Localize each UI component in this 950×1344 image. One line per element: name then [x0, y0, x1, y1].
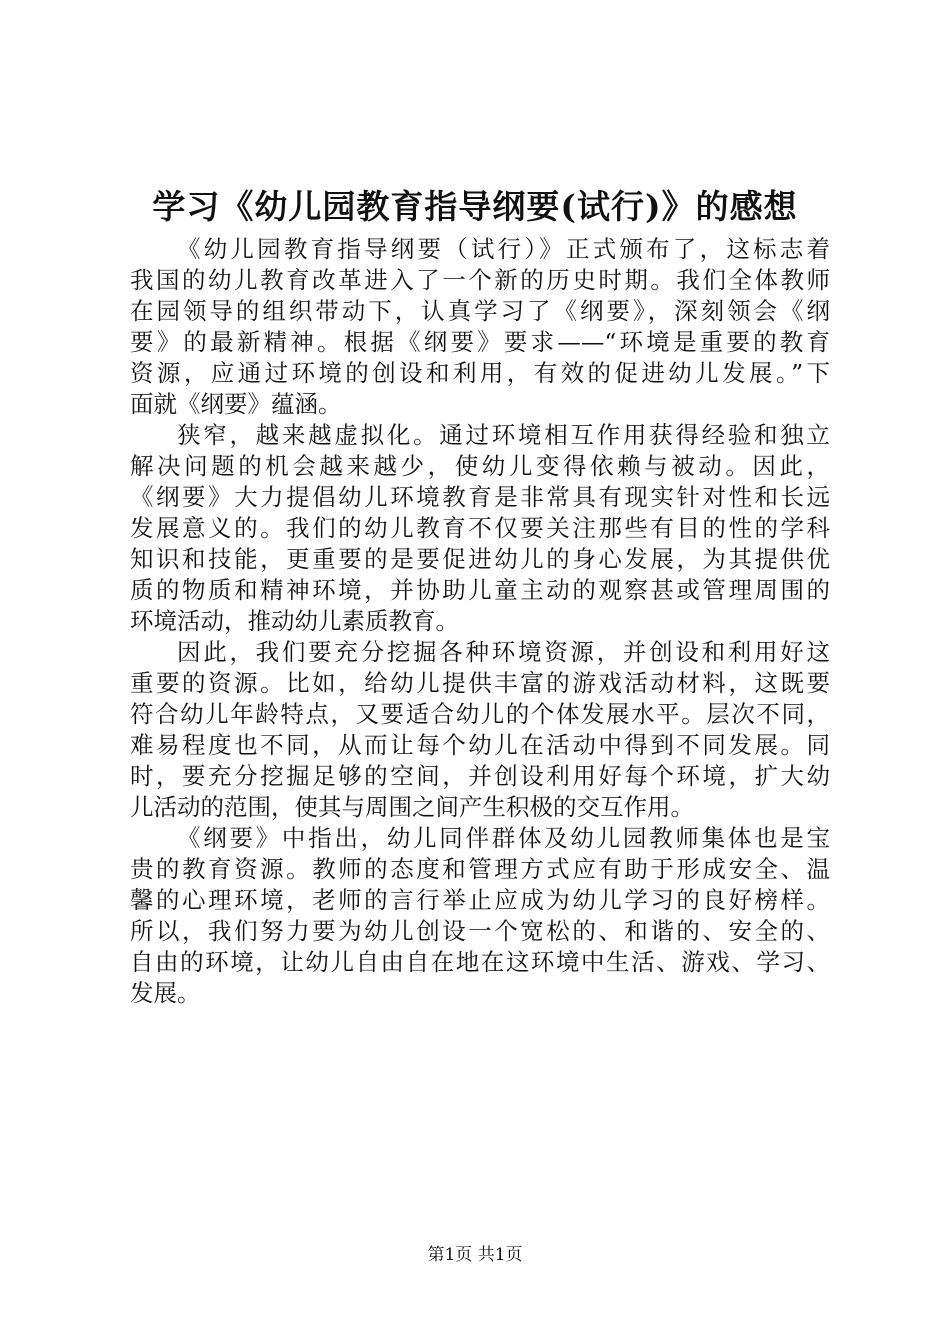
- text-line: 面就《纲要》蕴涵。: [130, 390, 342, 418]
- text-line: 贵的教育资源。教师的态度和管理方式应有助于形成安全、温: [130, 855, 830, 883]
- text-line: 自由的环境，让幼儿自由自在地在这环境中生活、游戏、学习、: [130, 948, 830, 976]
- page-number-footer: 第1页 共1页: [427, 1245, 523, 1265]
- text-line: 所以，我们努力要为幼儿创设一个宽松的、和谐的、安全的、: [130, 917, 830, 945]
- text-line: 《纲要》大力提倡幼儿环境教育是非常具有现实针对性和长远: [130, 483, 830, 511]
- text-line: 符合幼儿年龄特点，又要适合幼儿的个体发展水平。层次不同，: [130, 700, 830, 728]
- text-line: 重要的资源。比如，给幼儿提供丰富的游戏活动材料，这既要: [130, 669, 830, 697]
- text-line: 要》的最新精神。根据《纲要》要求——“环境是重要的教育: [130, 328, 830, 356]
- text-line: 《幼儿园教育指导纲要（试行）》正式颁布了，这标志着: [177, 235, 830, 263]
- text-line: 馨的心理环境，老师的言行举止应成为幼儿学习的良好榜样。: [130, 886, 830, 914]
- text-line: 在园领导的组织带动下，认真学习了《纲要》，深刻领会《纲: [130, 297, 830, 325]
- text-line: 时，要充分挖掘足够的空间，并创设利用好每个环境，扩大幼: [130, 762, 830, 790]
- text-line: 发展。: [130, 979, 201, 1007]
- document-body: [130, 234, 830, 1009]
- paragraph-3: [130, 637, 830, 823]
- text-line: 发展意义的。我们的幼儿教育不仅要关注那些有目的性的学科: [130, 514, 830, 542]
- text-line: 我国的幼儿教育改革进入了一个新的历史时期。我们全体教师: [130, 266, 830, 294]
- paragraph-2: [130, 420, 830, 637]
- text-line: 狭窄，越来越虚拟化。通过环境相互作用获得经验和独立: [177, 421, 830, 449]
- text-line: 资源，应通过环境的创设和利用，有效的促进幼儿发展。”下: [130, 359, 830, 387]
- paragraph-4: [130, 823, 830, 1009]
- text-line: 知识和技能，更重要的是要促进幼儿的身心发展，为其提供优: [130, 545, 830, 573]
- text-line: 难易程度也不同，从而让每个幼儿在活动中得到不同发展。同: [130, 731, 830, 759]
- document-title: 学习《幼儿园教育指导纲要(试行)》的感想: [152, 187, 798, 226]
- text-line: 《纲要》中指出，幼儿同伴群体及幼儿园教师集体也是宝: [177, 824, 830, 852]
- text-line: 解决问题的机会越来越少，使幼儿变得依赖与被动。因此，: [130, 452, 830, 480]
- text-line: 质的物质和精神环境，并协助儿童主动的观察甚或管理周围的: [130, 576, 830, 604]
- text-line: 儿活动的范围，使其与周围之间产生积极的交互作用。: [130, 793, 694, 821]
- text-line: 环境活动，推动幼儿素质教育。: [130, 607, 459, 635]
- text-line: 因此，我们要充分挖掘各种环境资源，并创设和利用好这: [177, 638, 830, 666]
- paragraph-1: [130, 234, 830, 420]
